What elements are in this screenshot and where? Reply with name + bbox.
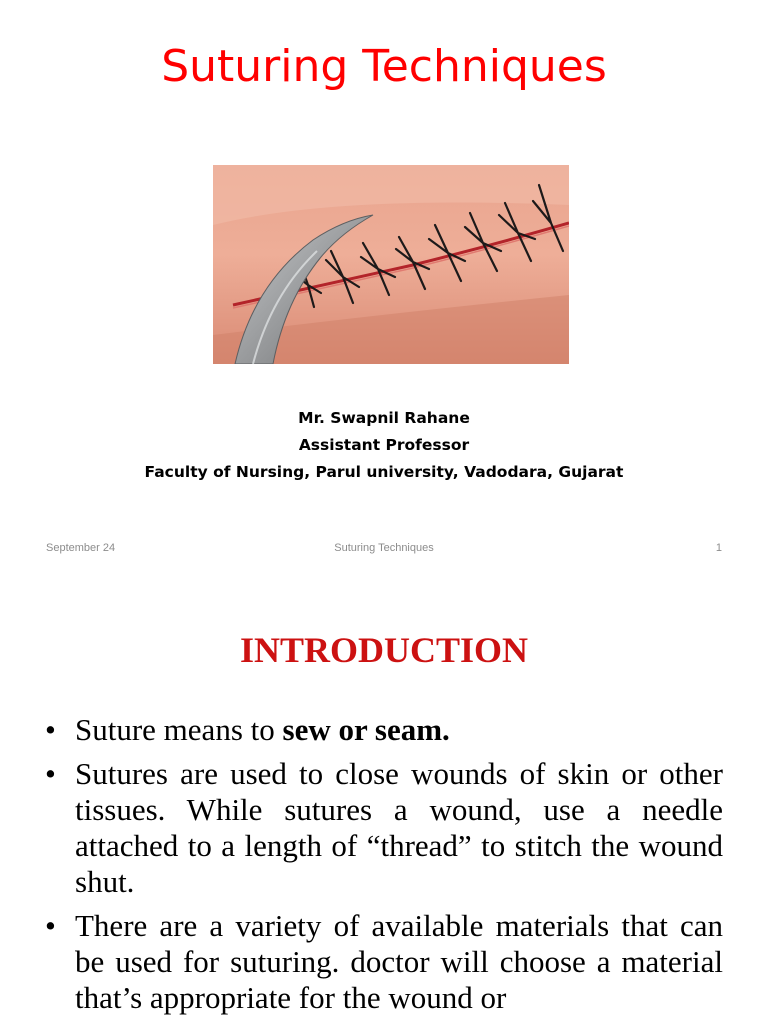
sutured-wound-icon	[213, 165, 569, 364]
bullet-list	[45, 712, 723, 1024]
slide-2	[0, 586, 768, 1024]
bullet-item	[45, 908, 723, 1016]
bullet-icon: •	[45, 908, 56, 943]
bullet-text: Suture means to	[75, 712, 283, 747]
bullet-bold-text: sew or seam.	[282, 712, 450, 747]
author-affiliation: Faculty of Nursing, Parul university, Vadodara, Gujarat	[144, 463, 624, 481]
footer-date: September 24	[46, 542, 116, 554]
slide-title: Suturing Techniques	[161, 41, 607, 92]
footer-title: Suturing Techniques	[334, 542, 434, 554]
bullet-icon: •	[45, 756, 56, 791]
bullet-icon: •	[45, 712, 56, 747]
slide-heading: INTRODUCTION	[239, 630, 529, 670]
footer-page-number: 1	[715, 542, 722, 554]
author-role: Assistant Professor	[298, 436, 470, 454]
author-block	[0, 405, 768, 486]
bullet-text: Sutures are used to close wounds of skin or other tissues. While sutures a wound, use a needle attached to a length of “thread” to stitch the wound shut.	[75, 756, 723, 899]
author-name: Mr. Swapnil Rahane	[298, 409, 470, 427]
bullet-item	[45, 756, 723, 900]
bullet-item	[45, 712, 723, 748]
bullet-text: There are a variety of available materials that can be used for suturing. doctor will choose a material that’s appropriate for the wound or	[75, 908, 723, 1015]
sutured-wound-image	[213, 165, 569, 364]
